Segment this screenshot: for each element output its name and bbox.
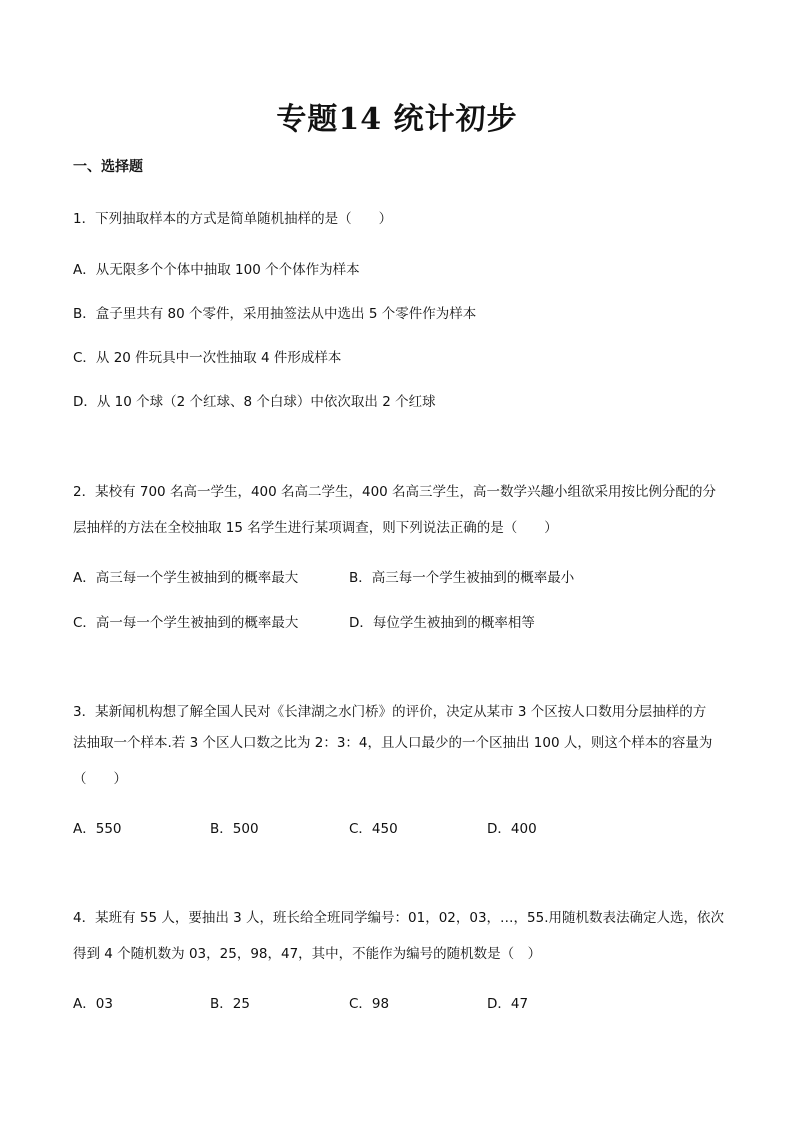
question-4-stem-line-2: 得到 4 个随机数为 03，25，98，47，其中，不能作为编号的随机数是（ ）: [73, 946, 542, 962]
question-3-stem-line-3: （ ）: [73, 771, 127, 787]
question-3-stem-line-2: 法抽取一个样本.若 3 个区人口数之比为 2：3：4，且人口最少的一个区抽出 100 人，则这个样本的容量为: [73, 735, 713, 751]
question-1-stem: 1．下列抽取样本的方式是简单随机抽样的是（ ）: [73, 211, 393, 227]
question-1-option-c: C．从 20 件玩具中一次性抽取 4 件形成样本: [73, 350, 342, 366]
question-4-option-c: C．98: [349, 996, 390, 1012]
question-2-option-a: A．高三每一个学生被抽到的概率最大: [73, 570, 299, 586]
question-3-option-a: A．550: [73, 821, 122, 837]
question-4-option-b: B．25: [210, 996, 250, 1012]
question-2-option-b: B．高三每一个学生被抽到的概率最小: [349, 570, 575, 586]
question-3-option-d: D．400: [487, 821, 537, 837]
question-3-option-c: C．450: [349, 821, 398, 837]
question-2-option-d: D．每位学生被抽到的概率相等: [349, 615, 535, 631]
question-2-option-c: C．高一每一个学生被抽到的概率最大: [73, 615, 299, 631]
question-3-stem-line-1: 3．某新闻机构想了解全国人民对《长津湖之水门桥》的评价，决定从某市 3 个区按人口数用分层抽样的方: [73, 704, 707, 720]
question-1-option-d: D．从 10 个球（2 个红球、8 个白球）中依次取出 2 个红球: [73, 394, 436, 410]
question-1-option-a: A．从无限多个个体中抽取 100 个个体作为样本: [73, 262, 360, 278]
question-2-stem-line-2: 层抽样的方法在全校抽取 15 名学生进行某项调查，则下列说法正确的是（ ）: [73, 520, 558, 536]
question-4-option-a: A．03: [73, 996, 113, 1012]
question-4-option-d: D．47: [487, 996, 529, 1012]
question-4-stem-line-1: 4．某班有 55 人，要抽出 3 人，班长给全班同学编号：01，02，03，…，55.用随机数表法确定人选，依次: [73, 910, 725, 926]
page-title: 专题14 统计初步: [276, 102, 518, 137]
section-heading: 一、选择题: [73, 159, 143, 175]
question-1-option-b: B．盒子里共有 80 个零件，采用抽签法从中选出 5 个零件作为样本: [73, 306, 477, 322]
question-3-option-b: B．500: [210, 821, 259, 837]
question-2-stem-line-1: 2．某校有 700 名高一学生，400 名高二学生，400 名高三学生，高一数学兴趣小组欲采用按比例分配的分: [73, 484, 717, 500]
